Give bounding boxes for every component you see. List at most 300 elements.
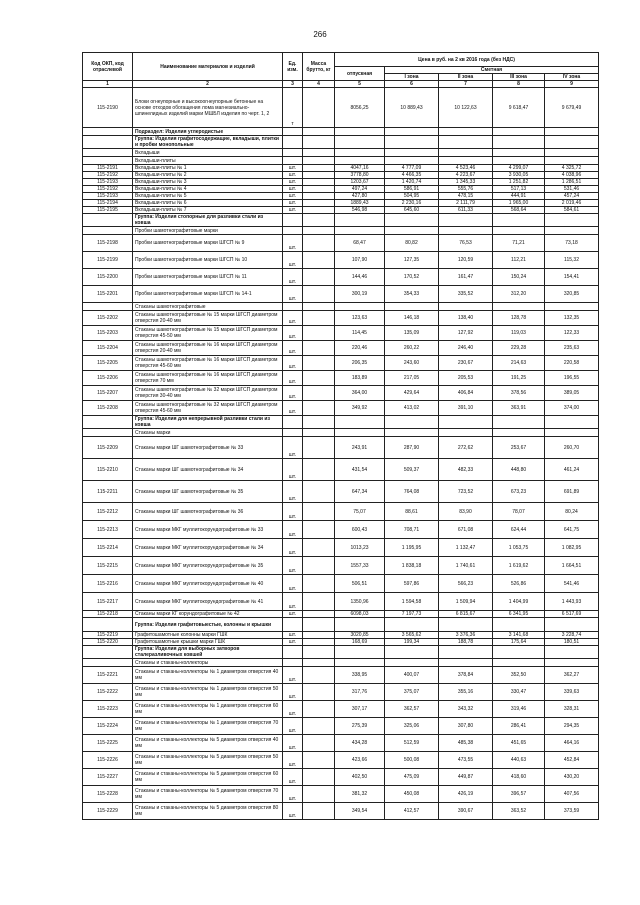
price-zone-4: 464,16 <box>545 735 599 752</box>
price-zone-2: 4 223,67 <box>439 172 493 179</box>
price-release: 300,19 <box>335 286 385 303</box>
empty-cell <box>335 646 385 659</box>
table-row <box>83 172 599 179</box>
item-mass <box>303 437 335 459</box>
table-row <box>83 735 599 752</box>
item-unit: шт. <box>283 718 303 735</box>
item-unit: шт. <box>283 186 303 193</box>
price-zone-3: 175,64 <box>493 639 545 646</box>
header-zone-1: I зона <box>385 74 439 81</box>
price-release: 1889,43 <box>335 200 385 207</box>
price-zone-3: 319,46 <box>493 701 545 718</box>
price-release: 123,63 <box>335 311 385 326</box>
price-zone-2: 485,38 <box>439 735 493 752</box>
price-zone-4: 1 443,93 <box>545 593 599 611</box>
header-zone-2: II зона <box>439 74 493 81</box>
table-row <box>83 371 599 386</box>
item-unit: шт. <box>283 311 303 326</box>
price-zone-4: 1 286,51 <box>545 179 599 186</box>
item-unit: шт. <box>283 639 303 646</box>
item-code: 115-2222 <box>83 684 133 701</box>
price-zone-3: 286,41 <box>493 718 545 735</box>
group-row <box>83 416 599 429</box>
col-number: 8 <box>493 81 545 88</box>
item-code: 115-2207 <box>83 386 133 401</box>
price-zone-2: 378,84 <box>439 667 493 684</box>
item-name: Стаканы марки МКГ муллитокорундографитовые № 33 <box>133 521 283 539</box>
price-zone-2: 449,87 <box>439 769 493 786</box>
price-zone-1: 4 466,35 <box>385 172 439 179</box>
item-code: 115-2190 <box>83 88 133 128</box>
price-zone-4: 691,89 <box>545 481 599 503</box>
item-name: Стаканы шамотнографитовые № 16 марки ШГСП диаметром отверстия 20-40 мм <box>133 341 283 356</box>
price-zone-2: 478,15 <box>439 193 493 200</box>
price-zone-4: 373,59 <box>545 803 599 820</box>
col-number: 9 <box>545 81 599 88</box>
empty-cell <box>83 659 133 667</box>
price-zone-4: 3 228,74 <box>545 632 599 639</box>
item-name: Стаканы и стаканы-коллекторы № 1 диаметром отверстия 40 мм <box>133 667 283 684</box>
empty-cell <box>83 149 133 157</box>
group-row <box>83 618 599 632</box>
item-name: Стаканы шамотнографитовые № 15 марки ШГСП диаметром отверстия 45-50 мм <box>133 326 283 341</box>
price-zone-4: 457,24 <box>545 193 599 200</box>
price-zone-2: 355,16 <box>439 684 493 701</box>
item-mass <box>303 786 335 803</box>
empty-cell <box>283 136 303 149</box>
empty-cell <box>83 618 133 632</box>
price-zone-3: 352,50 <box>493 667 545 684</box>
price-zone-1: 354,33 <box>385 286 439 303</box>
item-name: Стаканы и стаканы-коллекторы № 5 диаметром отверстия 80 мм <box>133 803 283 820</box>
price-release: 364,00 <box>335 386 385 401</box>
empty-cell <box>385 416 439 429</box>
price-release: 349,92 <box>335 401 385 416</box>
item-code: 115-2226 <box>83 752 133 769</box>
subgroup-row <box>83 227 599 235</box>
item-mass <box>303 632 335 639</box>
price-release: 317,76 <box>335 684 385 701</box>
item-name: Стаканы марки МКГ муллитокорундографитовые № 34 <box>133 539 283 557</box>
table-row <box>83 88 599 128</box>
item-mass <box>303 235 335 252</box>
item-name: Пробки шамотнографитовые марки ШГСП № 14-1 <box>133 286 283 303</box>
header-unit: Ед. изм. <box>283 53 303 81</box>
empty-cell <box>335 136 385 149</box>
item-code: 115-2221 <box>83 667 133 684</box>
item-mass <box>303 326 335 341</box>
item-unit: шт. <box>283 172 303 179</box>
empty-cell <box>385 149 439 157</box>
item-mass <box>303 503 335 521</box>
empty-cell <box>439 214 493 227</box>
price-zone-2: 10 122,63 <box>439 88 493 128</box>
group-row <box>83 214 599 227</box>
price-zone-3: 71,21 <box>493 235 545 252</box>
price-zone-3: 4 299,07 <box>493 165 545 172</box>
empty-cell <box>385 214 439 227</box>
empty-cell <box>439 149 493 157</box>
empty-cell <box>83 128 133 136</box>
empty-cell <box>83 214 133 227</box>
price-zone-4: 9 679,49 <box>545 88 599 128</box>
price-release: 497,24 <box>335 186 385 193</box>
item-mass <box>303 575 335 593</box>
table-row <box>83 386 599 401</box>
empty-cell <box>83 227 133 235</box>
price-release: 144,46 <box>335 269 385 286</box>
empty-cell <box>493 659 545 667</box>
table-row <box>83 269 599 286</box>
empty-cell <box>335 149 385 157</box>
table-row <box>83 611 599 618</box>
table-row <box>83 575 599 593</box>
item-name: Стаканы шамотнографитовые № 15 марки ШГСП диаметром отверстия 20-40 мм <box>133 311 283 326</box>
price-release: 423,66 <box>335 752 385 769</box>
item-mass <box>303 356 335 371</box>
price-release: 506,51 <box>335 575 385 593</box>
col-number: 4 <box>303 81 335 88</box>
empty-cell <box>493 646 545 659</box>
empty-cell <box>439 416 493 429</box>
subgroup-title: Стаканы шамотнографитовые <box>133 303 283 311</box>
subgroup-title: Вкладыши <box>133 149 283 157</box>
item-code: 115-2200 <box>83 269 133 286</box>
item-mass <box>303 179 335 186</box>
empty-cell <box>385 303 439 311</box>
item-mass <box>303 611 335 618</box>
price-zone-1: 1 195,95 <box>385 539 439 557</box>
price-release: 8056,25 <box>335 88 385 128</box>
price-zone-3: 1 053,75 <box>493 539 545 557</box>
item-unit: шт. <box>283 269 303 286</box>
item-name: Блоки огнеупорные и высокоогнеупорные бетонные на основе отходов обогащения лома магнезиально-шпинелидных изделий марки МШБЛ изделия по черт. 1, 2 <box>133 88 283 128</box>
price-zone-4: 641,75 <box>545 521 599 539</box>
price-zone-1: 1 594,58 <box>385 593 439 611</box>
price-zone-3: 312,20 <box>493 286 545 303</box>
price-zone-3: 448,80 <box>493 459 545 481</box>
price-release: 206,35 <box>335 356 385 371</box>
price-zone-4: 374,00 <box>545 401 599 416</box>
group-title: Группа: Изделия для выборных затворов сталеразливочных ковшей <box>133 646 283 659</box>
empty-cell <box>493 303 545 311</box>
empty-cell <box>303 303 335 311</box>
item-name: Стаканы марки ШГ шамотнографитовые № 35 <box>133 481 283 503</box>
item-mass <box>303 193 335 200</box>
item-code: 115-2201 <box>83 286 133 303</box>
item-unit: шт. <box>283 667 303 684</box>
empty-cell <box>83 416 133 429</box>
empty-cell <box>335 659 385 667</box>
item-mass <box>303 371 335 386</box>
item-code: 115-2224 <box>83 718 133 735</box>
empty-cell <box>493 227 545 235</box>
item-name: Стаканы марки ШГ шамотнографитовые № 36 <box>133 503 283 521</box>
empty-cell <box>283 214 303 227</box>
item-name: Вкладыши-плиты № 3 <box>133 179 283 186</box>
group-title: Подраздел: Изделия углеродистые <box>133 128 283 136</box>
item-code: 115-2216 <box>83 575 133 593</box>
subgroup-row <box>83 429 599 437</box>
price-zone-3: 112,21 <box>493 252 545 269</box>
price-zone-4: 235,63 <box>545 341 599 356</box>
item-unit: шт. <box>283 459 303 481</box>
table-row <box>83 179 599 186</box>
item-mass <box>303 557 335 575</box>
price-zone-4: 1 664,51 <box>545 557 599 575</box>
table-row <box>83 341 599 356</box>
price-zone-1: 146,18 <box>385 311 439 326</box>
price-zone-2: 406,84 <box>439 386 493 401</box>
price-zone-4: 584,61 <box>545 207 599 214</box>
group-row <box>83 128 599 136</box>
group-title: Группа: Изделия стопорные для разливки стали из ковша <box>133 214 283 227</box>
item-name: Вкладыши-плиты № 7 <box>133 207 283 214</box>
price-zone-1: 362,57 <box>385 701 439 718</box>
price-zone-4: 1 082,95 <box>545 539 599 557</box>
item-mass <box>303 186 335 193</box>
price-zone-4: 4 038,96 <box>545 172 599 179</box>
table-row <box>83 769 599 786</box>
item-name: Стаканы шамотнографитовые № 16 марки ШГСП диаметром отверстия 45-60 мм <box>133 356 283 371</box>
table-row <box>83 252 599 269</box>
price-zone-1: 217,05 <box>385 371 439 386</box>
price-zone-1: 645,60 <box>385 207 439 214</box>
price-release: 1557,33 <box>335 557 385 575</box>
item-code: 115-2192 <box>83 172 133 179</box>
price-release: 6098,03 <box>335 611 385 618</box>
price-release: 381,32 <box>335 786 385 803</box>
header-estimate: Сметная <box>385 67 599 74</box>
price-zone-3: 9 618,47 <box>493 88 545 128</box>
price-zone-3: 526,86 <box>493 575 545 593</box>
item-mass <box>303 165 335 172</box>
item-mass <box>303 386 335 401</box>
price-zone-4: 294,35 <box>545 718 599 735</box>
price-release: 402,50 <box>335 769 385 786</box>
price-zone-4: 320,85 <box>545 286 599 303</box>
price-zone-2: 426,19 <box>439 786 493 803</box>
item-name: Графитошамотные колонны марки ГШК <box>133 632 283 639</box>
price-zone-2: 2 111,79 <box>439 200 493 207</box>
empty-cell <box>439 136 493 149</box>
price-zone-3: 624,44 <box>493 521 545 539</box>
subgroup-row <box>83 149 599 157</box>
item-unit: шт. <box>283 735 303 752</box>
item-unit: шт. <box>283 752 303 769</box>
price-zone-3: 330,47 <box>493 684 545 701</box>
price-release: 434,28 <box>335 735 385 752</box>
item-name: Стаканы марки МКГ муллитокорундографитовые № 40 <box>133 575 283 593</box>
empty-cell <box>493 149 545 157</box>
table-row <box>83 200 599 207</box>
price-zone-1: 260,22 <box>385 341 439 356</box>
empty-cell <box>439 128 493 136</box>
empty-cell <box>545 646 599 659</box>
price-zone-2: 246,40 <box>439 341 493 356</box>
item-unit: шт. <box>283 632 303 639</box>
item-mass <box>303 481 335 503</box>
price-zone-2: 3 376,36 <box>439 632 493 639</box>
price-zone-3: 378,56 <box>493 386 545 401</box>
item-unit: шт. <box>283 386 303 401</box>
price-zone-2: 671,08 <box>439 521 493 539</box>
empty-cell <box>545 618 599 632</box>
price-zone-2: 391,10 <box>439 401 493 416</box>
price-zone-2: 1 345,33 <box>439 179 493 186</box>
item-name: Стаканы марки ШГ шамотнографитовые № 34 <box>133 459 283 481</box>
price-zone-1: 170,52 <box>385 269 439 286</box>
price-release: 68,47 <box>335 235 385 252</box>
item-unit: шт. <box>283 521 303 539</box>
empty-cell <box>545 149 599 157</box>
item-unit: шт. <box>283 200 303 207</box>
item-unit: шт. <box>283 701 303 718</box>
price-zone-2: 120,59 <box>439 252 493 269</box>
empty-cell <box>439 429 493 437</box>
item-mass <box>303 172 335 179</box>
price-zone-3: 128,78 <box>493 311 545 326</box>
table-row <box>83 186 599 193</box>
item-name: Вкладыши-плиты № 2 <box>133 172 283 179</box>
price-table <box>82 52 599 820</box>
price-release: 183,89 <box>335 371 385 386</box>
subgroup-row <box>83 157 599 165</box>
price-release: 427,80 <box>335 193 385 200</box>
price-zone-1: 412,57 <box>385 803 439 820</box>
table-row <box>83 752 599 769</box>
item-mass <box>303 803 335 820</box>
price-zone-1: 3 565,62 <box>385 632 439 639</box>
empty-cell <box>303 128 335 136</box>
price-zone-4: 541,46 <box>545 575 599 593</box>
item-unit: шт. <box>283 437 303 459</box>
empty-cell <box>283 128 303 136</box>
empty-cell <box>303 618 335 632</box>
empty-cell <box>545 128 599 136</box>
price-zone-3: 6 341,95 <box>493 611 545 618</box>
item-code: 115-2228 <box>83 786 133 803</box>
item-name: Стаканы и стаканы-коллекторы № 1 диаметром отверстия 60 мм <box>133 701 283 718</box>
group-row <box>83 646 599 659</box>
item-name: Стаканы марки КГ корундографитовые № 42 <box>133 611 283 618</box>
price-release: 349,54 <box>335 803 385 820</box>
empty-cell <box>385 128 439 136</box>
empty-cell <box>439 157 493 165</box>
price-zone-1: 764,08 <box>385 481 439 503</box>
header-zone-4: IV зона <box>545 74 599 81</box>
empty-cell <box>545 227 599 235</box>
price-zone-3: 150,24 <box>493 269 545 286</box>
empty-cell <box>283 659 303 667</box>
price-zone-1: 287,90 <box>385 437 439 459</box>
item-mass <box>303 286 335 303</box>
table-row <box>83 356 599 371</box>
price-zone-4: 6 517,69 <box>545 611 599 618</box>
item-code: 115-2223 <box>83 701 133 718</box>
item-code: 115-2210 <box>83 459 133 481</box>
table-row <box>83 401 599 416</box>
group-row <box>83 136 599 149</box>
empty-cell <box>385 646 439 659</box>
table-row <box>83 718 599 735</box>
price-zone-2: 335,52 <box>439 286 493 303</box>
item-name: Стаканы шамотнографитовые № 16 марки ШГСП диаметром отверстия 70 мм <box>133 371 283 386</box>
item-name: Стаканы марки МКГ муллитокорундографитовые № 35 <box>133 557 283 575</box>
item-code: 115-2202 <box>83 311 133 326</box>
price-zone-3: 3 141,68 <box>493 632 545 639</box>
empty-cell <box>385 157 439 165</box>
price-zone-2: 272,62 <box>439 437 493 459</box>
item-mass <box>303 88 335 128</box>
price-zone-2: 230,67 <box>439 356 493 371</box>
price-zone-2: 127,92 <box>439 326 493 341</box>
price-release: 1203,67 <box>335 179 385 186</box>
price-zone-2: 138,40 <box>439 311 493 326</box>
col-number: 1 <box>83 81 133 88</box>
price-zone-2: 566,23 <box>439 575 493 593</box>
empty-cell <box>283 646 303 659</box>
price-zone-1: 586,91 <box>385 186 439 193</box>
empty-cell <box>439 659 493 667</box>
subgroup-title: Пробки шамотнографитовые марки <box>133 227 283 235</box>
page-number: 266 <box>313 30 327 39</box>
price-zone-4: 362,27 <box>545 667 599 684</box>
empty-cell <box>493 128 545 136</box>
price-release: 3778,80 <box>335 172 385 179</box>
item-mass <box>303 701 335 718</box>
table-row <box>83 459 599 481</box>
item-unit: шт. <box>283 371 303 386</box>
price-zone-3: 1 251,82 <box>493 179 545 186</box>
price-release: 647,34 <box>335 481 385 503</box>
item-code: 115-2195 <box>83 207 133 214</box>
empty-cell <box>303 429 335 437</box>
price-release: 307,17 <box>335 701 385 718</box>
price-release: 431,54 <box>335 459 385 481</box>
item-code: 115-2208 <box>83 401 133 416</box>
item-unit: шт. <box>283 252 303 269</box>
empty-cell <box>83 429 133 437</box>
item-mass <box>303 639 335 646</box>
group-title: Группа: Изделия графитовыестые, колонны и крышки <box>133 618 283 632</box>
table-row <box>83 593 599 611</box>
item-mass <box>303 684 335 701</box>
price-zone-3: 418,60 <box>493 769 545 786</box>
subgroup-row <box>83 303 599 311</box>
price-release: 107,90 <box>335 252 385 269</box>
item-name: Пробки шамотнографитовые марки ШГСП № 9 <box>133 235 283 252</box>
price-zone-4: 430,20 <box>545 769 599 786</box>
table-row <box>83 481 599 503</box>
col-number: 7 <box>439 81 493 88</box>
item-name: Пробки шамотнографитовые марки ШГСП № 11 <box>133 269 283 286</box>
price-release: 1013,23 <box>335 539 385 557</box>
price-zone-3: 3 930,05 <box>493 172 545 179</box>
item-code: 115-2212 <box>83 503 133 521</box>
empty-cell <box>335 429 385 437</box>
price-zone-1: 199,34 <box>385 639 439 646</box>
item-name: Стаканы и стаканы-коллекторы № 5 диаметром отверстия 40 мм <box>133 735 283 752</box>
empty-cell <box>335 303 385 311</box>
item-code: 115-2213 <box>83 521 133 539</box>
table-row <box>83 165 599 172</box>
price-zone-2: 1 740,61 <box>439 557 493 575</box>
empty-cell <box>303 157 335 165</box>
empty-cell <box>385 227 439 235</box>
item-code: 115-2193 <box>83 193 133 200</box>
price-zone-3: 1 965,00 <box>493 200 545 207</box>
